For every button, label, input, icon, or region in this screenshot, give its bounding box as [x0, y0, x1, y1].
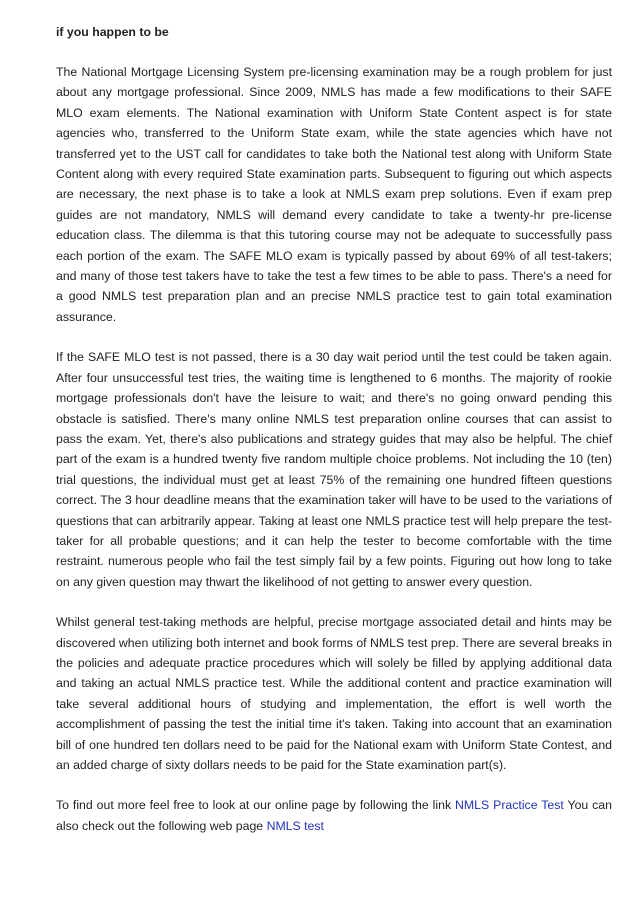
paragraph-3: Whilst general test-taking methods are helpful, precise mortgage associated detail and hints may be discovered when utilizing both internet and book forms of NMLS test prep. There are several breaks in the policies and adequate practice procedures which will solely be filled by applying additional data and taking an actual NMLS practice test. While the additional content and practice examination will take several additional hours of studying and implementation, the effort is well worth the accomplishment of passing the test the initial time it's taken. Taking into account that an examination bill of one hundred ten dollars need to be paid for the National exam with Uniform State Contest, and an added charge of sixty dollars needs to be paid for the State examination part(s). — [56, 615, 612, 772]
nmls-practice-test-link[interactable]: NMLS Practice Test — [455, 798, 564, 813]
closing-paragraph — [56, 795, 612, 836]
paragraph-1: The National Mortgage Licensing System pre-licensing examination may be a rough problem for just about any mortgage professional. Since 2009, NMLS has made a few modifications to their SAFE MLO exam elements. The National examination with Uniform State Content aspect is for state agencies who, transferred to the Uniform State exam, while the state agencies which have not transferred yet to the UST call for candidates to take both the National test along with Uniform State Content along with every required State examination parts. Subsequent to figuring out which aspects are necessary, the next phase is to take a look at NMLS exam prep solutions. Even if exam prep guides are not mandatory, NMLS will demand every candidate to take a twenty-hr pre-license education class. The dilemma is that this tutoring course may not be adequate to successfully pass each portion of the exam. The SAFE MLO exam is typically passed by about 69% of all test-takers; and many of those test takers have to take the test a few times to be able to pass. There's a need for a good NMLS test preparation plan and an precise NMLS practice test to gain total examination assurance. — [56, 65, 612, 324]
document-heading: if you happen to be — [56, 25, 169, 39]
nmls-test-link[interactable]: NMLS test — [266, 818, 324, 833]
closing-text-2: You can also check out the following web page — [56, 798, 612, 833]
document-page — [56, 22, 612, 856]
closing-text-1: To find out more feel free to look at our online page by following the link — [56, 798, 456, 813]
paragraph-2: If the SAFE MLO test is not passed, there is a 30 day wait period until the test could be taken again. After four unsuccessful test tries, the waiting time is lengthened to 6 months. The majority of rookie mortgage professionals don't have the leisure to wait; and there's no going onward pending this obstacle is satisfied. There's many online NMLS test preparation online courses that can assist to pass the exam. Yet, there's also publications and strategy guides that may also be helpful. The chief part of the exam is a hundred twenty five random multiple choice problems. Not including the 10 (ten) trial questions, the individual must get at least 75% of the remaining one hundred fifteen questions correct. The 3 hour deadline means that the examination taker will have to be used to the variations of questions that can arbitrarily appear. Taking at least one NMLS practice test will help prepare the test-taker for all probable questions; and it can help the tester to become comfortable with the time restraint. numerous people who fail the test simply fail by a few points. Figuring out how long to take on any given question may thwart the likelihood of not getting to answer every question. — [56, 350, 612, 589]
